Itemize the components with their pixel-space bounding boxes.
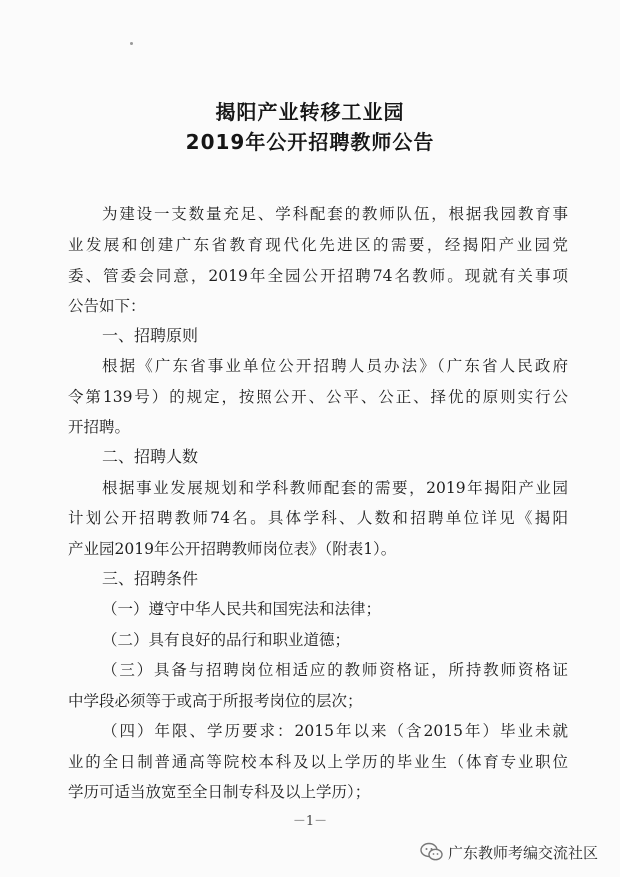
wechat-icon <box>420 841 444 863</box>
section-3-item-1: （一）遵守中华人民共和国宪法和法律； <box>102 600 382 618</box>
watermark <box>420 840 598 864</box>
intro-line-3: 委、管委会同意，2019年全园公开招聘74名教师。现就有关事项 <box>68 267 568 285</box>
page-number: －1－ <box>292 814 328 829</box>
scan-speck <box>130 42 133 45</box>
section-3-item-3-line-1: （三）具备与招聘岗位相适应的教师资格证，所持教师资格证 <box>102 661 568 679</box>
section-2-heading: 二、招聘人数 <box>102 447 199 466</box>
section-1-line-3: 开招聘。 <box>68 418 131 436</box>
section-3-heading: 三、招聘条件 <box>102 569 199 588</box>
intro-line-2: 业发展和创建广东省教育现代化先进区的需要，经揭阳产业园党 <box>68 236 568 254</box>
section-1-line-1: 根据《广东省事业单位公开招聘人员办法》（广东省人民政府 <box>102 357 568 375</box>
section-3-item-4-line-2: 业的全日制普通高等院校本科及以上学历的毕业生（体育专业职位 <box>68 753 568 771</box>
intro-line-1: 为建设一支数量充足、学科配套的教师队伍，根据我园教育事 <box>102 205 568 223</box>
section-2-line-2: 计划公开招聘教师74名。具体学科、人数和招聘单位详见《揭阳 <box>68 509 568 527</box>
title-line-1: 揭阳产业转移工业园 <box>215 100 405 124</box>
section-2-line-1: 根据事业发展规划和学科教师配套的需要，2019年揭阳产业园 <box>102 479 568 497</box>
section-3-item-4-line-3: 学历可适当放宽至全日制专科及以上学历）； <box>68 783 371 801</box>
section-1-heading: 一、招聘原则 <box>102 326 199 345</box>
section-3-item-3-line-2: 中学段必须等于或高于所报考岗位的层次； <box>68 692 363 710</box>
section-3-item-2: （二）具有良好的品行和职业道德； <box>102 631 351 649</box>
section-2-line-3: 产业园2019年公开招聘教师岗位表》（附表1）。 <box>68 540 397 558</box>
intro-line-4: 公告如下： <box>68 297 146 315</box>
section-3-item-4-line-1: （四）年限、学历要求：2015年以来（含2015年）毕业未就 <box>102 722 568 740</box>
watermark-text: 广东教师考编交流社区 <box>448 843 599 862</box>
title-line-2: 2019年公开招聘教师公告 <box>185 130 435 154</box>
section-1-line-2: 令第139号）的规定，按照公开、公平、公正、择优的原则实行公 <box>68 388 568 406</box>
